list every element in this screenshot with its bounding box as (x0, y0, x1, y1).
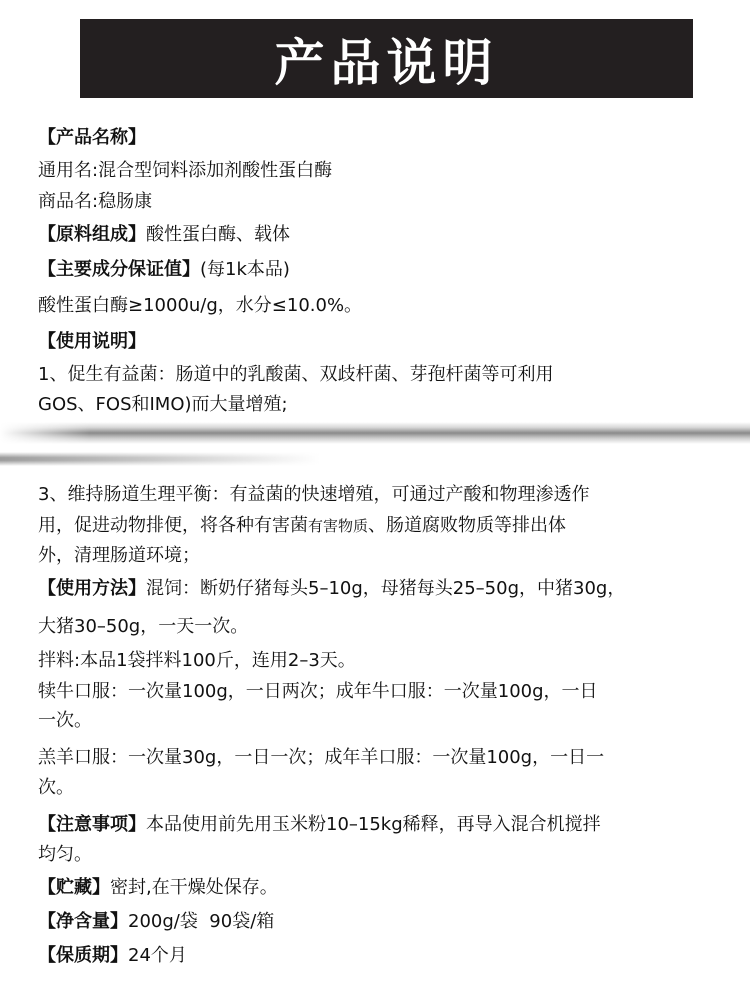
instruction-item-3-line-1: 3、维持肠道生理平衡：有益菌的快速增殖，可通过产酸和物理渗透作 (38, 484, 590, 505)
shelf-life-line: 【保质期】24个月 (38, 945, 187, 966)
guarantee-line (38, 259, 290, 281)
guarantee-note: (每1k本品) (200, 259, 290, 280)
storage-heading: 【贮藏】 (38, 877, 110, 898)
usage-line-6: 羔羊口服：一次量30g，一日一次；成年羊口服：一次量100g，一日一 (38, 747, 605, 768)
trade-name: 商品名:稳肠康 (38, 191, 153, 212)
instructions-heading: 【使用说明】 (38, 331, 146, 352)
usage-line-2: 大猪30–50g，一天一次。 (38, 616, 249, 637)
usage-line-4: 犊牛口服：一次量100g，一日两次；成年牛口服：一次量100g，一日 (38, 681, 598, 702)
usage-heading: 【使用方法】 (38, 578, 146, 599)
usage-line-3: 拌料:本品1袋拌料100斤，连用2–3天。 (38, 650, 356, 671)
instruction-item-3-line-2: 用，促进动物排便，将各种有害菌有害物质、肠道腐败物质等排出体 (38, 515, 567, 536)
instruction-item-3-line-3: 外，清理肠道环境； (38, 545, 200, 566)
storage-line: 【贮藏】密封,在干燥处保存。 (38, 877, 278, 898)
harmful-substances-text: 有害物质 (308, 517, 369, 535)
shelf-life-heading: 【保质期】 (38, 945, 128, 966)
ingredients-line (38, 224, 290, 246)
product-name-heading: 【产品名称】 (38, 127, 146, 148)
page-title: 产品说明 (274, 33, 499, 92)
precautions-heading: 【注意事项】 (38, 814, 146, 835)
divider-band-short-fade (0, 452, 320, 466)
net-content-line: 【净含量】200g/袋 90袋/箱 (38, 911, 275, 932)
divider-band (0, 422, 750, 444)
usage-line-7: 次。 (38, 777, 74, 798)
usage-line-1: 【使用方法】混饲：断奶仔猪每头5–10g，母猪每头25–50g，中猪30g， (38, 578, 626, 599)
instruction-item-1-line-1: 1、促生有益菌：肠道中的乳酸菌、双歧杆菌、芽孢杆菌等可利用 (38, 364, 554, 385)
usage-line-5: 一次。 (38, 710, 92, 731)
generic-name: 通用名:混合型饲料添加剂酸性蛋白酶 (38, 160, 333, 181)
divider-band-fade (0, 422, 90, 444)
ingredients-text: 酸性蛋白酶、载体 (146, 224, 290, 245)
page-title-banner (80, 19, 693, 98)
guarantee-heading: 【主要成分保证值】 (38, 259, 200, 280)
net-content-heading: 【净含量】 (38, 911, 128, 932)
precautions-line-1: 【注意事项】本品使用前先用玉米粉10–15kg稀释，再导入混合机搅拌 (38, 814, 601, 835)
instruction-item-1-line-2: GOS、FOS和IMO)而大量增殖; (38, 394, 288, 415)
ingredients-heading: 【原料组成】 (38, 224, 146, 245)
precautions-line-2: 均匀。 (38, 844, 92, 865)
guarantee-text: 酸性蛋白酶≥1000u/g，水分≤10.0%。 (38, 295, 363, 316)
